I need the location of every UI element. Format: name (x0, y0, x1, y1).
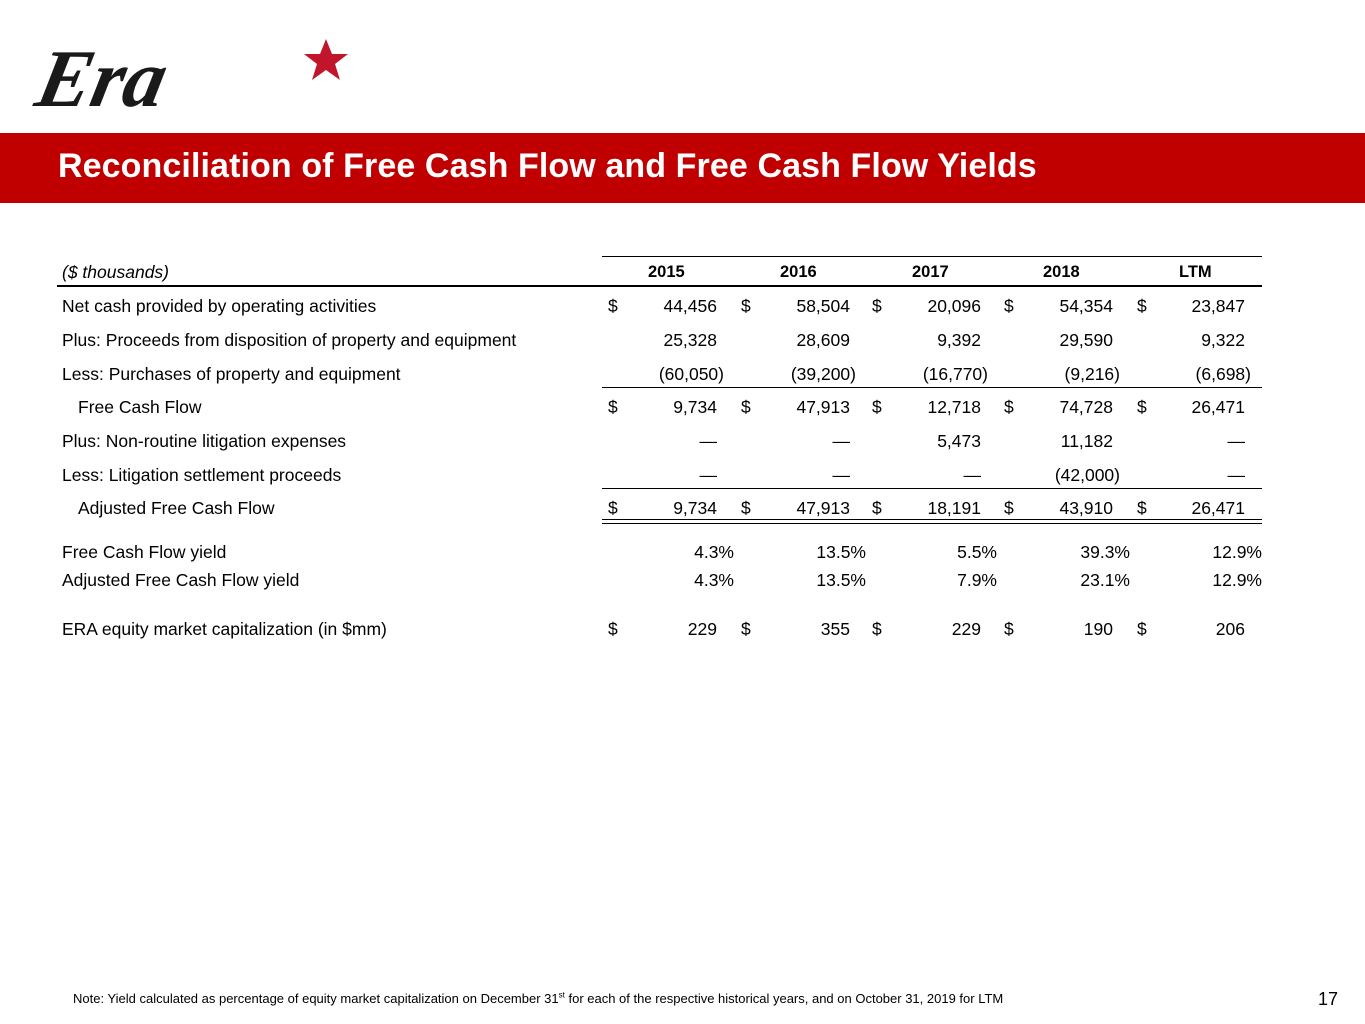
dollar-sign: $ (741, 619, 751, 639)
cell-adjusted-fcf-2016: 47,913 (796, 498, 850, 518)
cell-settlement-2018: (42,000) (1054, 465, 1120, 485)
cell-adjusted-yield-2016: 13.5% (816, 570, 866, 590)
cell-settlement-2017: — (963, 465, 981, 485)
cell-purchases-2017: (16,770) (922, 364, 988, 384)
cell-settlement-2016: — (832, 465, 850, 485)
cell-adjusted-fcf-ltm: 26,471 (1191, 498, 1245, 518)
dollar-sign: $ (741, 498, 751, 518)
column-header-2016: 2016 (780, 263, 817, 281)
logo-wordmark: Era (28, 32, 176, 124)
adjusted-top-rule (602, 488, 1262, 489)
cell-adjusted-yield-2015: 4.3% (694, 570, 734, 590)
cell-market-cap-2018: 190 (1083, 619, 1113, 639)
cell-proceeds-2016: 28,609 (796, 330, 850, 350)
row-label-market-cap: ERA equity market capitalization (in $mm) (62, 619, 387, 639)
row-label-fcf-yield: Free Cash Flow yield (62, 542, 227, 562)
title-banner (0, 133, 1365, 203)
header-bottom-rule (57, 285, 1262, 287)
cell-market-cap-ltm: 206 (1215, 619, 1245, 639)
column-header-2015: 2015 (648, 263, 685, 281)
dollar-sign: $ (1004, 498, 1014, 518)
cell-fcf-yield-2016: 13.5% (816, 542, 866, 562)
cell-adjusted-yield-2017: 7.9% (957, 570, 997, 590)
dollar-sign: $ (872, 619, 882, 639)
dollar-sign: $ (1004, 296, 1014, 316)
cell-litigation-expenses-2016: — (832, 431, 850, 451)
cell-proceeds-ltm: 9,322 (1201, 330, 1245, 350)
dollar-sign: $ (741, 296, 751, 316)
row-label-litigation-expenses: Plus: Non-routine litigation expenses (62, 431, 347, 451)
header-top-rule (602, 256, 1262, 257)
row-label-net-cash: Net cash provided by operating activities (62, 296, 377, 316)
row-label-adjusted-fcf-yield: Adjusted Free Cash Flow yield (62, 570, 300, 590)
cell-net-cash-2016: 58,504 (796, 296, 850, 316)
footnote-prefix: Note: Yield calculated as percentage of equity market capitalization on December 31 (73, 991, 559, 1006)
dollar-sign: $ (741, 397, 751, 417)
footnote-superscript: st (558, 990, 565, 1000)
cell-purchases-2016: (39,200) (790, 364, 856, 384)
cell-purchases-ltm: (6,698) (1195, 364, 1251, 384)
dollar-sign: $ (608, 296, 618, 316)
double-rule-bottom (602, 523, 1262, 524)
cell-litigation-expenses-2015: — (699, 431, 717, 451)
column-header-2017: 2017 (912, 263, 949, 281)
cell-fcf-ltm: 26,471 (1191, 397, 1245, 417)
cell-net-cash-2018: 54,354 (1059, 296, 1113, 316)
cell-adjusted-yield-ltm: 12.9% (1212, 570, 1262, 590)
row-label-adjusted-fcf: Adjusted Free Cash Flow (78, 498, 275, 518)
cell-fcf-yield-ltm: 12.9% (1212, 542, 1262, 562)
column-header-ltm: LTM (1179, 263, 1212, 281)
subtotal-rule (602, 387, 1262, 388)
era-logo-graphic (28, 32, 356, 124)
cell-litigation-expenses-2017: 5,473 (937, 431, 981, 451)
cell-settlement-ltm: — (1227, 465, 1245, 485)
cell-proceeds-2018: 29,590 (1059, 330, 1113, 350)
cell-net-cash-2015: 44,456 (663, 296, 717, 316)
dollar-sign: $ (608, 619, 618, 639)
era-logo (28, 32, 356, 124)
cell-fcf-2018: 74,728 (1059, 397, 1113, 417)
cell-proceeds-2017: 9,392 (937, 330, 981, 350)
dollar-sign: $ (1004, 397, 1014, 417)
cell-net-cash-ltm: 23,847 (1191, 296, 1245, 316)
cell-fcf-yield-2018: 39.3% (1080, 542, 1130, 562)
cell-adjusted-yield-2018: 23.1% (1080, 570, 1130, 590)
cell-litigation-expenses-2018: 11,182 (1060, 431, 1113, 451)
dollar-sign: $ (608, 498, 618, 518)
footnote (73, 990, 1003, 1008)
cell-fcf-yield-2017: 5.5% (957, 542, 997, 562)
row-label-free-cash-flow: Free Cash Flow (78, 397, 202, 417)
dollar-sign: $ (608, 397, 618, 417)
cell-litigation-expenses-ltm: — (1227, 431, 1245, 451)
cell-purchases-2018: (9,216) (1064, 364, 1120, 384)
dollar-sign: $ (872, 498, 882, 518)
dollar-sign: $ (872, 296, 882, 316)
cell-market-cap-2017: 229 (951, 619, 981, 639)
cell-net-cash-2017: 20,096 (927, 296, 981, 316)
cell-adjusted-fcf-2018: 43,910 (1059, 498, 1113, 518)
cell-fcf-yield-2015: 4.3% (694, 542, 734, 562)
cell-fcf-2015: 9,734 (673, 397, 717, 417)
units-label: ($ thousands) (62, 262, 170, 282)
slide-title: Reconciliation of Free Cash Flow and Free Cash Flow Yields (58, 147, 1037, 185)
dollar-sign: $ (1004, 619, 1014, 639)
dollar-sign: $ (1137, 296, 1147, 316)
cell-market-cap-2015: 229 (687, 619, 717, 639)
page-number: 17 (1318, 989, 1339, 1009)
row-label-proceeds: Plus: Proceeds from disposition of property and equipment (62, 330, 517, 350)
cell-fcf-2016: 47,913 (796, 397, 850, 417)
cell-settlement-2015: — (699, 465, 717, 485)
dollar-sign: $ (1137, 498, 1147, 518)
cell-adjusted-fcf-2015: 9,734 (673, 498, 717, 518)
cell-purchases-2015: (60,050) (658, 364, 724, 384)
cell-adjusted-fcf-2017: 18,191 (927, 498, 981, 518)
dollar-sign: $ (872, 397, 882, 417)
cell-proceeds-2015: 25,328 (663, 330, 717, 350)
cell-fcf-2017: 12,718 (927, 397, 981, 417)
cell-market-cap-2016: 355 (820, 619, 850, 639)
row-label-purchases: Less: Purchases of property and equipment (62, 364, 401, 384)
footnote-suffix: for each of the respective historical years, and on October 31, 2019 for LTM (564, 991, 1004, 1006)
logo-star-icon (304, 39, 348, 80)
column-header-2018: 2018 (1043, 263, 1080, 281)
dollar-sign: $ (1137, 619, 1147, 639)
dollar-sign: $ (1137, 397, 1147, 417)
row-label-settlement-proceeds: Less: Litigation settlement proceeds (62, 465, 342, 485)
double-rule-top (602, 519, 1262, 520)
